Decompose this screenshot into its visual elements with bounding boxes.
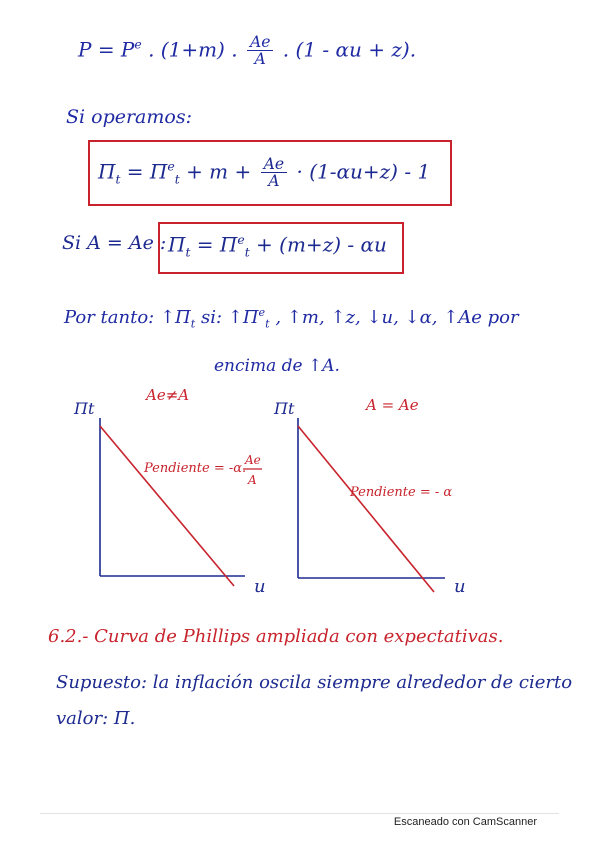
graph-right-slope-label: Pendiente = - α [350,485,453,500]
conclusion-sup: e [258,306,266,319]
conclusion-sub2: t [265,317,270,331]
eq2-left: Π [98,159,116,184]
eq3-pi-sup: e [237,232,245,247]
graph-left-xlabel: u [254,576,266,597]
equation-price [78,34,416,68]
eq1-frac-den: A [254,50,266,69]
conclusion-a: Por tanto: ↑Π [64,307,191,328]
body-line-2: valor: Π. [56,708,136,729]
eq3-condition: Si A = Ae : [62,232,167,254]
eq2-pi-sup: e [167,158,175,174]
eq2-eq: = [126,159,144,184]
eq2-frac-num: Ae [261,156,288,173]
eq3-tail: + (m+z) - αu [256,232,387,257]
conclusion-line-1 [64,306,519,331]
equation-inflation-general [98,156,430,190]
eq1-fraction [247,34,274,68]
eq1-frac-num: Ae [247,34,274,51]
eq2-plus-m: + m + [186,159,252,184]
eq1-rhs: . (1 - αu + z). [282,37,417,62]
graph-right-curve [298,426,434,592]
graph-right [273,396,466,597]
graph-right-xlabel: u [454,576,466,597]
graph-left-slope-num: Ae [245,453,261,467]
graph-left [73,386,266,597]
eq3-pi-sub: t [244,244,250,260]
eq3-left-sub: t [185,244,191,260]
eq2-frac-den: A [268,172,280,191]
graph-left-slope-den: A [248,473,257,487]
body-line-1: Supuesto: la inflación oscila siempre alrededor de cierto [56,672,573,693]
eq2-fraction [261,156,288,190]
graph-left-slope-label: Pendiente = -α. [144,461,247,476]
eq1-mid: . (1+m) . [148,37,238,62]
footer-divider [40,813,559,814]
section-heading: 6.2.- Curva de Phillips ampliada con expectativas. [48,626,504,647]
graph-right-title: A = Ae [366,396,419,414]
eq3-left: Π [168,232,186,257]
equation-inflation-simplified [168,232,387,260]
eq1-lhs: P = P [78,37,135,62]
graph-right-ylabel: Πt [274,399,295,418]
graph-left-ylabel: Πt [74,399,95,418]
eq1-lhs-sup: e [134,36,142,52]
eq2-pi-sub: t [174,171,180,187]
intro-text: Si operamos: [66,106,192,128]
eq3-eq: = Π [196,232,238,257]
eq2-left-sub: t [115,171,121,187]
eq2-tail: · (1-αu+z) - 1 [296,159,431,184]
conclusion-c: , ↑m, ↑z, ↓u, ↓α, ↑Ae por [275,307,519,328]
eq2-pi: Π [149,159,168,184]
conclusion-b: si: ↑Π [200,307,259,328]
conclusion-line-2: encima de ↑A. [214,356,340,376]
graph-left-title: Ae≠A [146,386,190,404]
graph-left-curve [100,426,234,586]
scanner-watermark: Escaneado con CamScanner [393,816,537,828]
phillips-graphs [0,380,599,610]
equation-inflation-condition [62,232,166,254]
conclusion-sub: t [190,317,196,331]
